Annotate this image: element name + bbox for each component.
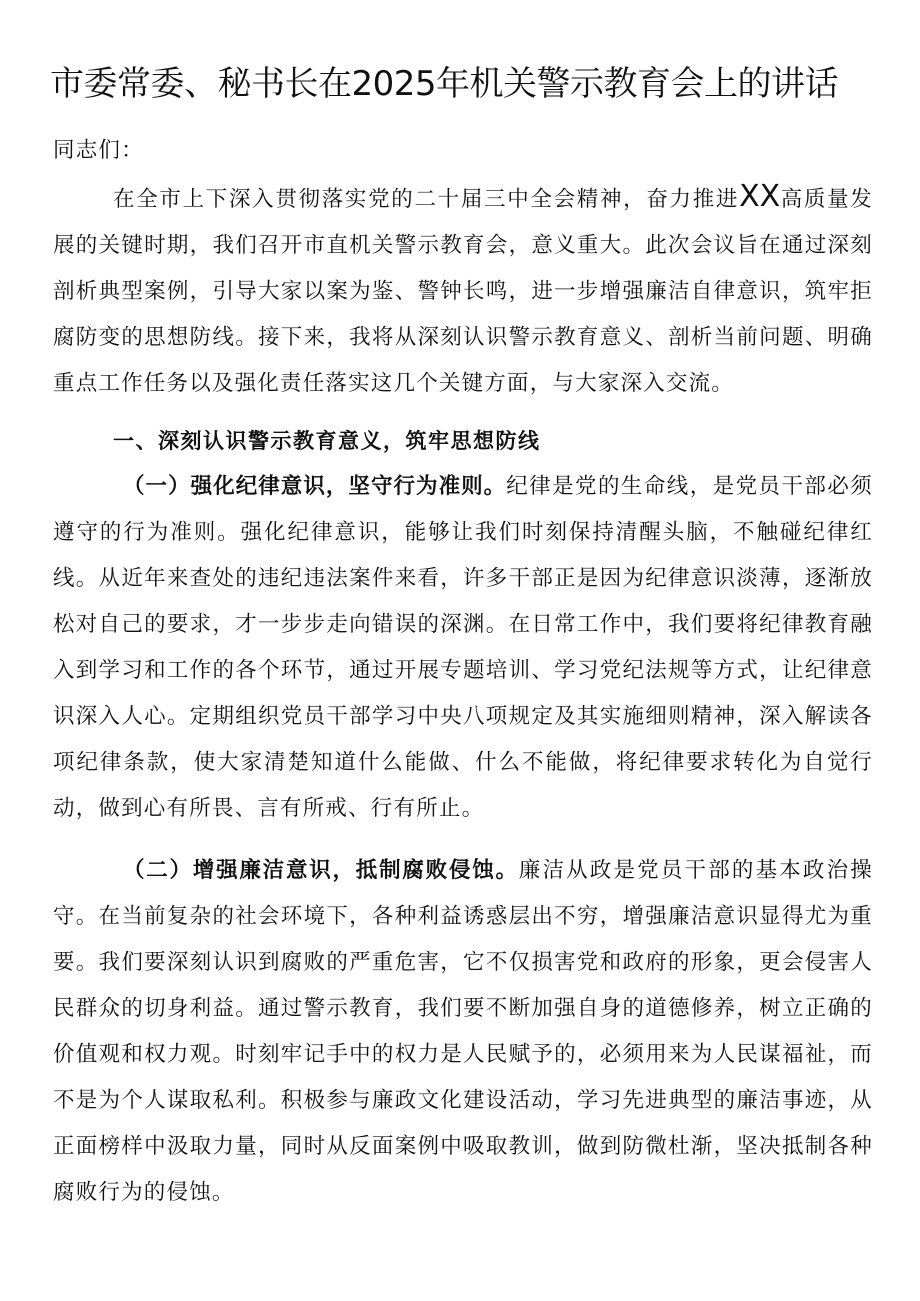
intro-text-part2: 高质量发展的关键时期，我们召开市直机关警示教育会，意义重大。此次会议旨在通过深刻剖析典型案例，引导大家以案为鉴、警钟长鸣，进一步增强廉洁自律意识，筑牢拒腐防变的思想防线。接下来，我将从深刻认识警示教育意义、剖析当前问题、明确重点工作任务以及强化责任落实这几个关键方面，与大家深入交流。: [53, 187, 873, 396]
intro-paragraph: [53, 174, 873, 407]
placeholder-xx: XX: [739, 179, 781, 214]
document-title: 市委常委、秘书长在2025年机关警示教育会上的讲话: [50, 64, 839, 104]
subsection-2-body: 廉洁从政是党员干部的基本政治操守。在当前复杂的社会环境下，各种利益诱惑层出不穷，增强廉洁意识显得尤为重要。我们要深刻认识到腐败的严重危害，它不仅损害党和政府的形象，更会侵害人民群众的切身利益。通过警示教育，我们要不断加强自身的道德修养，树立正确的价值观和权力观。时刻牢记手中的权力是人民赋予的，必须用来为人民谋福祉，而不是为个人谋取私利。积极参与廉政文化建设活动，学习先进典型的廉洁事迹，从正面榜样中汲取力量，同时从反面案例中吸取教训，做到防微杜渐，坚决抵制各种腐败行为的侵蚀。: [53, 858, 873, 1205]
intro-text-part1: 在全市上下深入贯彻落实党的二十届三中全会精神，奋力推进: [113, 187, 740, 212]
subsection-2-heading: （二）增强廉洁意识，抵制腐败侵蚀。: [123, 858, 519, 883]
subsection-1-heading: （一）强化纪律意识，坚守行为准则。: [123, 474, 507, 499]
subsection-2-paragraph: [53, 848, 873, 1216]
subsection-1-body: 纪律是党的生命线，是党员干部必须遵守的行为准则。强化纪律意识，能够让我们时刻保持清醒头脑，不触碰纪律红线。从近年来查处的违纪违法案件来看，许多干部正是因为纪律意识淡薄，逐渐放松对自己的要求，才一步步走向错误的深渊。在日常工作中，我们要将纪律教育融入到学习和工作的各个环节，通过开展专题培训、学习党纪法规等方式，让纪律意识深入人心。定期组织党员干部学习中央八项规定及其实施细则精神，深入解读各项纪律条款，使大家清楚知道什么能做、什么不能做，将纪律要求转化为自觉行动，做到心有所畏、言有所戒、行有所止。: [53, 474, 873, 821]
salutation: 同志们：: [53, 138, 144, 163]
subsection-1-paragraph: [53, 464, 873, 832]
section-heading-1: 一、深刻认识警示教育意义，筑牢思想防线: [113, 429, 541, 453]
